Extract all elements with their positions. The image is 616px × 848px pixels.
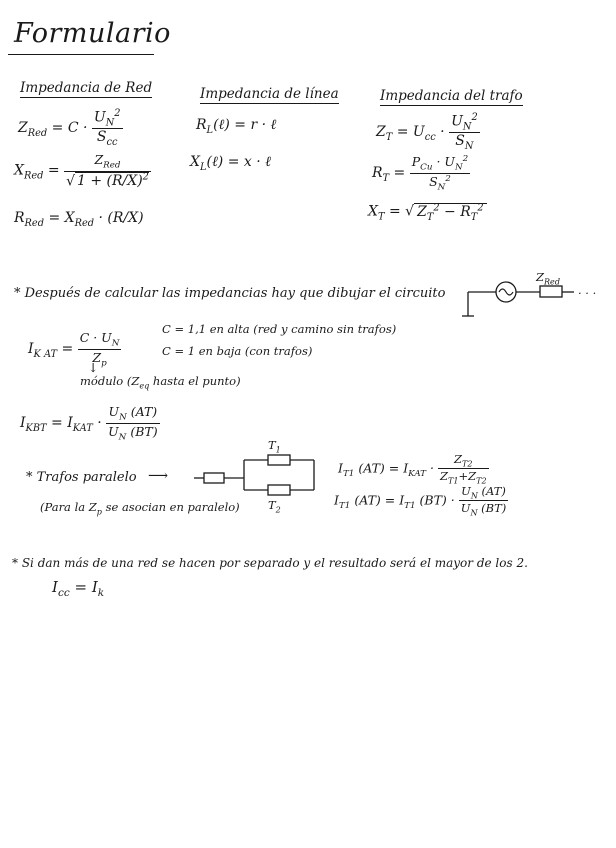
formula-icc: $I_{cc} = I_k$ — [52, 578, 105, 599]
c-alta-note: C = 1,1 en alta (red y camino sin trafos) — [162, 322, 397, 336]
z-red-resistor-icon — [540, 286, 562, 297]
t1-label: $T_1$ — [268, 438, 281, 455]
formula-it1-bt: $I_{T1}$ $(AT) = I_{T1}$ (BT) · $\frac{U_N (AT)}{U_N (BT)}$ — [334, 484, 507, 518]
c-baja-note: C = 1 en baja (con trafos) — [162, 344, 313, 358]
formula-it1-at: $I_{T1}$ $(AT) = I_{KAT}$ · $\frac{Z_{T2}}{Z_{T1}+Z_{T2}}$ — [338, 452, 487, 486]
heading-impedancia-red: Impedancia de Red — [20, 80, 153, 96]
circuit-z-red-label: $Z_{Red}$ — [536, 270, 560, 287]
circuit-continuation-dots: · · · — [578, 286, 597, 300]
formula-ik-bt: $I_{KBT} = I_{KAT}$ · $\frac{U_N (AT)}{U_N (BT)}$ — [20, 404, 158, 442]
t1-box-icon — [268, 455, 290, 465]
formula-ik-at: $I_{K AT}$ = $\frac{C \cdot U_N}{Z_p}$ — [28, 330, 120, 368]
formula-x-linea: $X_L(\ell) = x$ · ℓ — [190, 154, 271, 173]
t2-label: $T_2$ — [268, 498, 281, 515]
parallel-transformers-diagram — [188, 446, 328, 506]
circuit-note: * Después de calcular las impedancias hay que dibujar el circuito — [14, 286, 446, 301]
trafos-paralelo-label: * Trafos paralelo — [26, 470, 137, 485]
multi-red-note: * Si dan más de una red se hacen por separado y el resultado será el mayor de los 2. — [12, 556, 528, 570]
page-title: Formulario — [14, 18, 171, 49]
formula-r-red: $R_{Red} = X_{Red} \cdot (R/X)$ — [14, 210, 144, 229]
title-underline — [8, 54, 154, 55]
formula-r-trafo: $R_T$ = $\frac{P_{Cu} \cdot U_N^2}{S_N^2}$ — [372, 154, 469, 193]
modulo-arrow: ↓ — [88, 360, 99, 375]
modulo-note: módulo ($Z_{eq}$ hasta el punto) — [80, 374, 241, 391]
heading-impedancia-trafo: Impedancia del trafo — [380, 88, 523, 104]
formula-z-red: $Z_{Red} = C$ · $\frac{U_N^2}{S_{cc}}$ — [18, 108, 121, 149]
formula-x-red: $X_{Red}$ = $\frac{Z_{Red}}{√ 1 + (R/X)^2}$ — [14, 152, 149, 190]
paralelo-arrow: ⟶ — [148, 468, 169, 484]
paralelo-note: (Para la $Z_p$ se asocian en paralelo) — [40, 500, 240, 517]
t2-box-icon — [268, 485, 290, 495]
formula-z-trafo: $Z_T = U_{cc}$ · $\frac{U_N^2}{S_N}$ — [376, 112, 478, 153]
formula-r-linea: $R_L(\ell) = r$ · ℓ — [196, 117, 277, 136]
heading-impedancia-linea: Impedancia de línea — [200, 86, 339, 102]
formula-x-trafo: $X_T$ = √ $Z_T^2 - R_T^2$ — [368, 202, 487, 222]
